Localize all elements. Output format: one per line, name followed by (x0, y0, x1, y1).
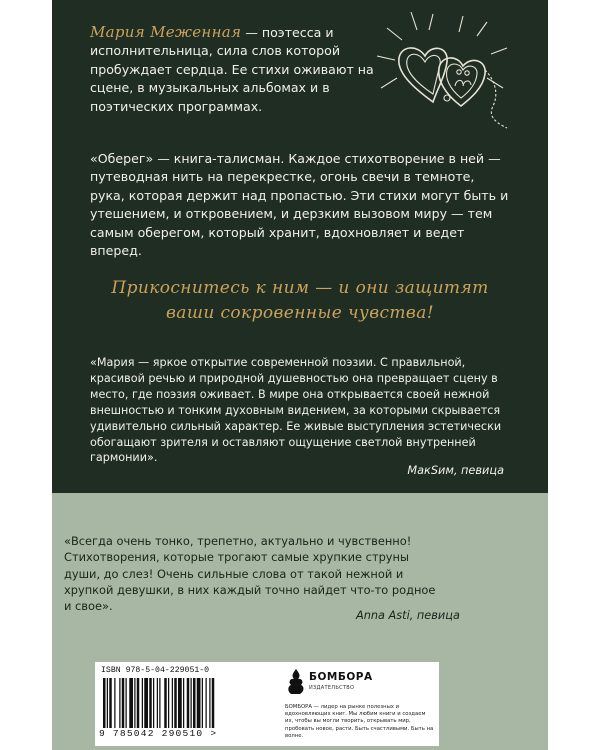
barcode (101, 678, 261, 728)
barcode-stripe (174, 678, 177, 728)
barcode-stripe (122, 678, 125, 728)
publisher-subtitle: ИЗДАТЕЛЬСТВО (309, 685, 355, 691)
author-bio-text: — поэтесса и исполнительница, сила слов которой пробуждает сердца. Ее стихи оживают на сцене, в музыкальных альбомах и в поэтических программах. (90, 25, 374, 114)
barcode-stripe (202, 678, 203, 728)
barcode-stripe (144, 678, 148, 728)
review-quote-2: «Всегда очень тонко, трепетно, актуально и чувственно! Стихотворения, которые трогают самые хрупкие струны души, до слез! Очень сильные слова от такой нежной и хрупкой девушки, в них каждый точно найдет что-то родное и свое». (64, 534, 436, 613)
barcode-stripe (212, 678, 215, 728)
barcode-stripe (187, 678, 190, 728)
author-name: Мария Меженная (90, 23, 242, 41)
barcode-stripe (109, 678, 112, 728)
barcode-stripe (149, 678, 152, 728)
ean-digits: 9 785042 290510 > (99, 728, 218, 739)
barcode-stripe (209, 678, 210, 728)
barcode-stripe (164, 678, 167, 728)
barcode-stripe (191, 678, 192, 728)
barcode-stripe (172, 678, 173, 728)
barcode-stripe (137, 678, 140, 728)
barcode-stripe (197, 678, 201, 728)
review-author-2: Anna Asti, певица (356, 609, 460, 622)
barcode-stripe (178, 678, 182, 728)
heart-lockets-illustration (367, 10, 517, 130)
barcode-stripe (193, 678, 196, 728)
barcode-stripe (119, 678, 120, 728)
tagline-line-1: Прикоснитесь к ним — и они защитят (111, 278, 489, 298)
review-quote-1: «Мария — яркое открытие современной поэзии. С правильной, красивой речью и природной душевностью она превращает сцену в место, где поэзия оживает. В мире она открывается своей нежной внешностью и тонким духовным видением, за которыми скрывается удивительно сильный характер. Ее живые выступления эстетически обогащают зрителя и оставляют ощущение светлой внутренней гармонии». (90, 356, 502, 465)
barcode-stripe (157, 678, 158, 728)
book-description: «Оберег» — книга-талисман. Каждое стихотворение в ней — путеводная нить на перекрестке, огонь свечи в темноте, рука, которая держит над пропастью. Эти стихи могут быть и утешением, и откровением, и дерзким вызовом миру — тем самым оберегом, который хранит, вдохновляет и ведет вперед. (90, 151, 509, 259)
tagline (52, 276, 548, 326)
barcode-stripe (126, 678, 127, 728)
barcode-stripe (129, 678, 133, 728)
isbn-text: ISBN 978-5-04-229051-0 (101, 666, 210, 675)
barcode-stripe (142, 678, 143, 728)
barcode-stripe (159, 678, 160, 728)
barcode-stripe (103, 678, 106, 728)
barcode-stripe (107, 678, 108, 728)
barcode-panel (95, 662, 439, 746)
bombora-logo-icon (285, 668, 307, 696)
author-bio (90, 23, 380, 116)
tagline-line-2: ваши сокровенные чувства! (165, 303, 434, 323)
barcode-stripe (153, 678, 154, 728)
review-author-1: МакSим, певица (407, 464, 504, 477)
barcode-stripe (168, 678, 169, 728)
barcode-stripe (183, 678, 184, 728)
dark-panel (52, 0, 548, 493)
publisher-blurb: БОМБОРА — лидер на рынке полезных и вдохновляющих книг. Мы любим книги и создаем их, чтобы вы могли творить, открывать мир, пробовать новое, расти. Быть счастливыми. Быть на волне. (285, 704, 434, 739)
publisher-name: БОМБОРА (309, 671, 373, 683)
barcode-stripe (114, 678, 115, 728)
barcode-stripe (134, 678, 135, 728)
barcode-stripe (206, 678, 207, 728)
